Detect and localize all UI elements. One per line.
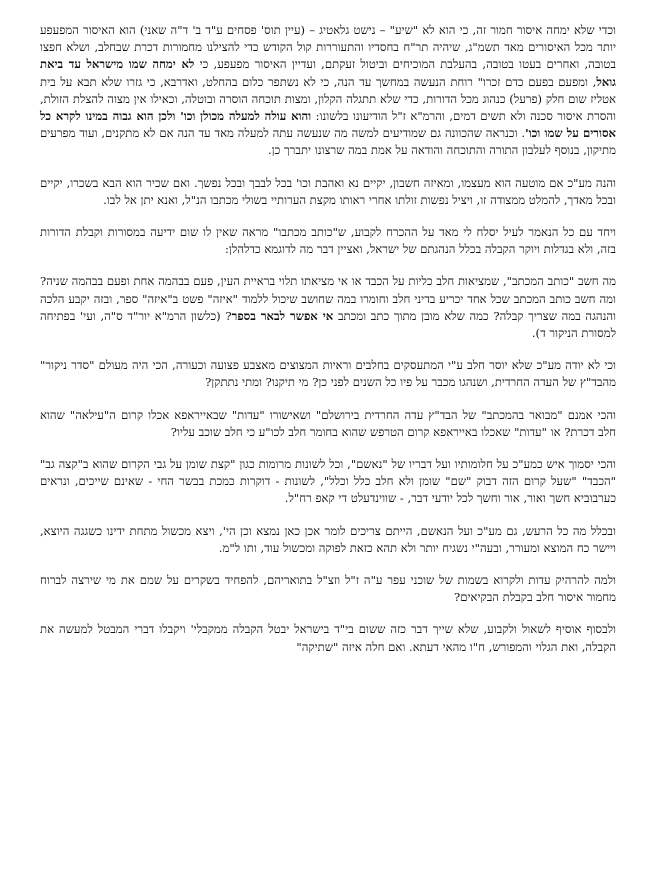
- text-segment: ויחד עם כל הנאמר לעיל יסלח לי מאד על ההכרח לקבוע, ש"כותב מכתבו" מראה שאין לו שום ידיעה במסורות וקבלת הדורות בזה, ולא בגדלות ויוקר הקבלה בכלל הנהגתם של ישראל, ואציין דבר מה לדוגמא כדלהלן:: [40, 225, 616, 257]
- paragraph: [40, 407, 616, 441]
- paragraph: [40, 357, 616, 391]
- text-segment: ולבסוף אוסיף לשאול ולקבוע, שלא שייך דבר כזה ששום בי"ד בישראל יבטל הקבלה ממקבלי' ויקבלו דברי המבטל למעשה את הקבלה, ואת הגלוי והמפורש, ח"ו מהאי דעתא. ואם חלה איזה "שתיקה": [40, 622, 616, 654]
- bold-text-segment: לא ימחה שמו מישראל עד ביאת גואל: [40, 57, 616, 89]
- paragraph: [40, 22, 616, 160]
- text-segment: והכי אמנם "מבואר בהמכתב" של הבד"ץ עדה החרדית בירושלם" ושאישורו "עדות" שבאייראפא אכלו קרום ה"עילאה" שהוא חלב דכרת? או "עדות" שאכלו באייראפא קרום הטרפש שהוא בחומר חלב לכו"ע כי חלב שוכב עליו?: [40, 407, 616, 439]
- text-segment: ולמה להרהיק עדות ולקרוא בשמות של שוכני עפר ע"ה ז"ל וזצ"ל בתואריהם, להפחיד בשקרים על שמם את מי שירצה לברוח מחמור איסור חלב בקבלת הבקיאים?: [40, 573, 616, 605]
- text-segment: . וכנראה שהכוונה גם שמודיעים למשה מה שנעשה עתה למעלה מאד עד הנה אם לא מתקנים, ועוד מפרעים מתיקון, בנוסף לעלבון התורה והתוכחה והודאה על אמת במה שרצונו יתברך כן.: [40, 126, 616, 158]
- document-body: [40, 22, 616, 656]
- paragraph: [40, 456, 616, 508]
- paragraph: [40, 175, 616, 209]
- text-segment: והכי יסמוך איש כמע"כ על חלומותיו ועל דבריו של "נאשם", וכל לשונות מרומות כגון "קצת שומן על גבי הקרום שהוא ב"קצה גב" "הכבד" "שעל קרום הזה דבוק "שם" שומן ולא חלב כלל וכלל", לשונות - דוקרות כמכת בבשר החי - שאינם שייכים, ונראים כערבוביא חשך ואור, אור וחשך לכל יודעי דבר, - שווינדעלט די קאפ רח"ל.: [40, 457, 616, 506]
- text-segment: ? (כלשון הרמ"א יור"ד ס"ה, ועי' בפתיחה למסורת הניקור ד).: [40, 308, 616, 341]
- bold-text-segment: והוא עולה למעלה מכולן וכו' ולכן הוא גבוה במינו לקרא כל אסורים על שמו וכו': [40, 109, 616, 141]
- paragraph: [40, 273, 616, 342]
- text-segment: והנה מע"כ אם מוטעה הוא מעצמו, ומאיזה חשבון, יקיים נא ואהבת וכו' בכל לבבך ובכל נפשך. ואם שכיר הוא הבא בשכרו, יקיים ובכל מאדך, להמלט ממצודה זו, ויציל נפשות זולתו אחרי ראותו מקצת הערותיי בשולי מכתבו הנ"ל, ואנא יתן אל לבו.: [40, 175, 616, 207]
- text-segment: וכי לא יודה מע"כ שלא יוסר חלב ע"י המתעסקים בחלבים וראיות המצוצים מאצבע פצועה וכעורה, הכי היה מעולם "סדר ניקור" מהבד"ץ של העדה החרדית, ושנהגו מכבר על פיו כל השנים לפני כן? מי תיקנו? ומתי נתתקן?: [40, 358, 616, 390]
- paragraph: [40, 621, 616, 655]
- text-segment: ובכלל מה כל הרעש, גם מע"כ ועל הנאשם, הייתם צריכים לומר אכן כאן נמצא וכן הי', ויצא מכשול מתחת ידינו כשגגה היוצא, ויישר כח המוצא ומעורר, ובעה"י נשגיח יותר ולא תהא כזאת לפוקה ומכשול עוד, ותו ל"מ.: [40, 523, 616, 555]
- bold-text-segment: אי אפשר לבאר בספר: [231, 308, 334, 323]
- paragraph: [40, 523, 616, 557]
- text-segment: מה חשב "כותב המכתב", שמציאות חלב כליות על הכבד או אי מציאתו תלוי בראיית העין, פעם בבהמה אחת ופעם בבהמה שניה? ומה חשב כותב המכתב שכל אחד יכריע בדיני חלב וחומרו במה שחושב שיכול ללמוד "איזה" פשט ב"איזה" ספר, ובזה יקבע הלכה והנהגה במה שצריך קבלה? כמה שלא מובן מתוך כתב ומכתב: [40, 274, 616, 323]
- paragraph: [40, 572, 616, 606]
- paragraph: [40, 224, 616, 258]
- text-segment: , ומפעם בפעם כדם זכרו" רוחת הנעשה במחשך עד הנה, כי לא נשתפר כלום בהחלט, ואדרבא, כי גזרו שלא תבא על בית אטליז שום חלק (פרעל) כנהוג מכל הדורות, כדי שלא תתגלה הקלון, ומצות תוכחה הוסרה ובוטלה, וכאילו אין מצוה להצלת הזולת, והסרת איסור סכנה ולא תשים דמים, והרמ"א ז"ל הודיעונו בלשונו:: [40, 74, 616, 124]
- text-segment: וכדי שלא ימחה איסור חמור זה, כי הוא לא "שיע" – נישט גלאטיג – (עיין תוס' פסחים ע"ד ב' ד"ה שאני) הוא האיסור המפעפע יותר מכל האיסורים מאד תשמ"ג, שיהיה תר"ח בחסדיו והתעוררות קול הקודש כדי להצילנו מחמורות דכרת שבחלב, ושלא חפצו בטובה, ואחרים בעטו בטובה, בהעלבת המוכיחים וביטול זעקתם, ועדיין האיסור מפעפע, כי: [40, 23, 616, 72]
